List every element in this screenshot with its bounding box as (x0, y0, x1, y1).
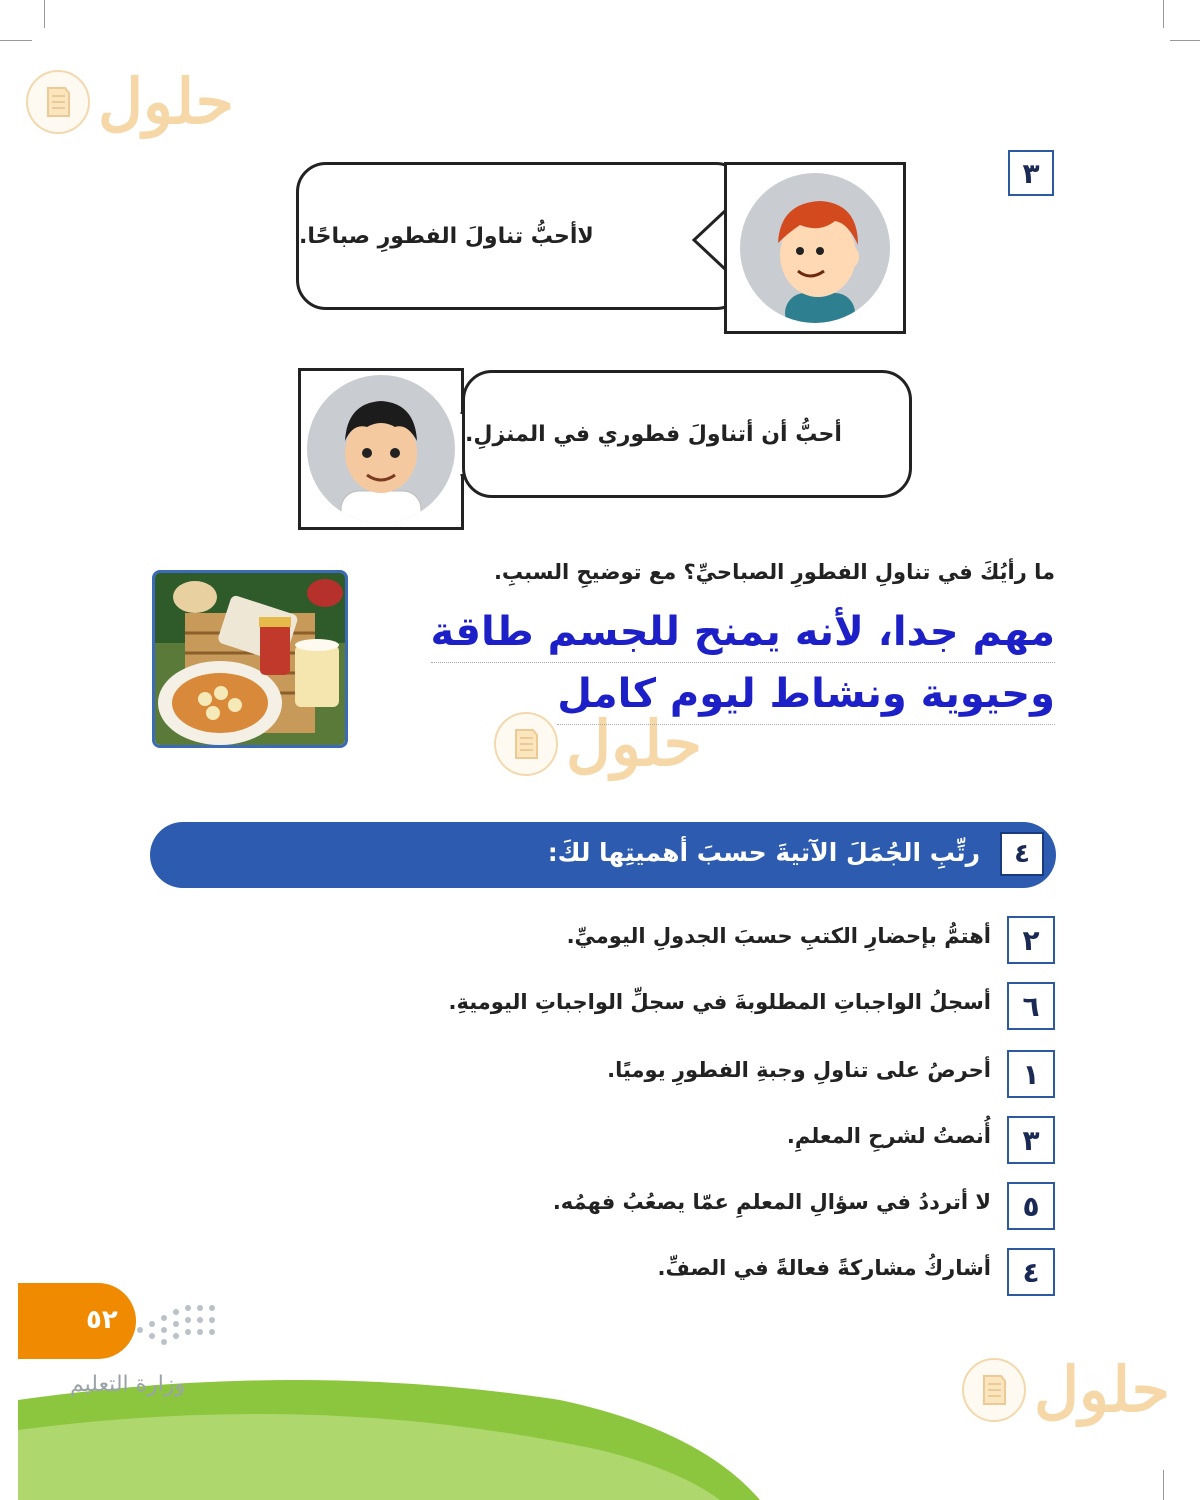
watermark-logo (26, 65, 234, 138)
list-item (355, 916, 1055, 966)
avatar-box-1 (724, 162, 906, 334)
crop-mark (1163, 0, 1164, 28)
item-text: أشاركُ مشاركةً فعالةً في الصفِّ. (657, 1256, 991, 1280)
avatar-dark-hair-boy (307, 375, 455, 523)
section-4-banner (150, 822, 1056, 888)
rank-box[interactable]: ٤ (1007, 1248, 1055, 1296)
crop-mark (1170, 40, 1200, 41)
item-text: لا أترددُ في سؤالِ المعلمِ عمّا يصعُبُ فهمُه. (552, 1190, 991, 1214)
speech-bubble-1 (296, 162, 746, 310)
speech-bubble-2-text: أحبُّ أن أتناولَ فطوري في المنزلِ. (465, 421, 842, 447)
speech-bubble-1-text: لاأحبُّ تناولَ الفطورِ صباحًا. (299, 223, 594, 249)
list-item (355, 1116, 1055, 1166)
section-4-number: ٤ (1000, 832, 1044, 876)
item-text: أهتمُّ بإحضارِ الكتبِ حسبَ الجدولِ اليوميِّ. (566, 924, 991, 948)
rank-box[interactable]: ٣ (1007, 1116, 1055, 1164)
rank-box[interactable]: ٥ (1007, 1182, 1055, 1230)
rank-box[interactable]: ١ (1007, 1050, 1055, 1098)
crop-mark (44, 0, 45, 28)
watermark-text: حلول (1034, 1353, 1170, 1426)
speech-bubble-2 (462, 370, 912, 498)
item-text: أسجلُ الواجباتِ المطلوبةَ في سجلِّ الواجباتِ اليوميةِ. (448, 990, 991, 1014)
ministry-dots-logo (130, 1300, 220, 1350)
page-number: ٥٢ (86, 1305, 118, 1335)
section-4-title: رتِّبِ الجُمَلَ الآتيةَ حسبَ أهميتِها لكَ: (547, 838, 980, 867)
answer-line-1: مهم جدا، لأنه يمنح للجسم طاقة (431, 602, 1055, 663)
rank-box[interactable]: ٦ (1007, 982, 1055, 1030)
watermark-book-icon (494, 712, 558, 776)
avatar-box-2 (298, 368, 464, 530)
list-item (355, 1248, 1055, 1298)
list-item (355, 982, 1055, 1032)
rank-box[interactable]: ٢ (1007, 916, 1055, 964)
watermark-text: حلول (566, 707, 702, 780)
page-number-tab (18, 1283, 136, 1359)
item-text: أحرصُ على تناولِ وجبةِ الفطورِ يوميًا. (607, 1058, 991, 1082)
section-3-question: ما رأيُكَ في تناولِ الفطورِ الصباحيِّ؟ مع توضيحِ السببِ. (493, 560, 1055, 584)
watermark-book-icon (26, 70, 90, 134)
crop-mark (0, 40, 32, 41)
ministry-name: وزارة التعليم (70, 1372, 186, 1397)
list-item (355, 1050, 1055, 1100)
list-item (355, 1182, 1055, 1232)
avatar-red-hair-boy (740, 173, 890, 323)
item-text: أُنصتُ لشرحِ المعلمِ. (786, 1124, 991, 1148)
breakfast-photo (152, 570, 348, 748)
answer-line-2: وحيوية ونشاط ليوم كامل (557, 664, 1055, 725)
section-3-number: ٣ (1008, 150, 1054, 196)
watermark-text: حلول (98, 65, 234, 138)
